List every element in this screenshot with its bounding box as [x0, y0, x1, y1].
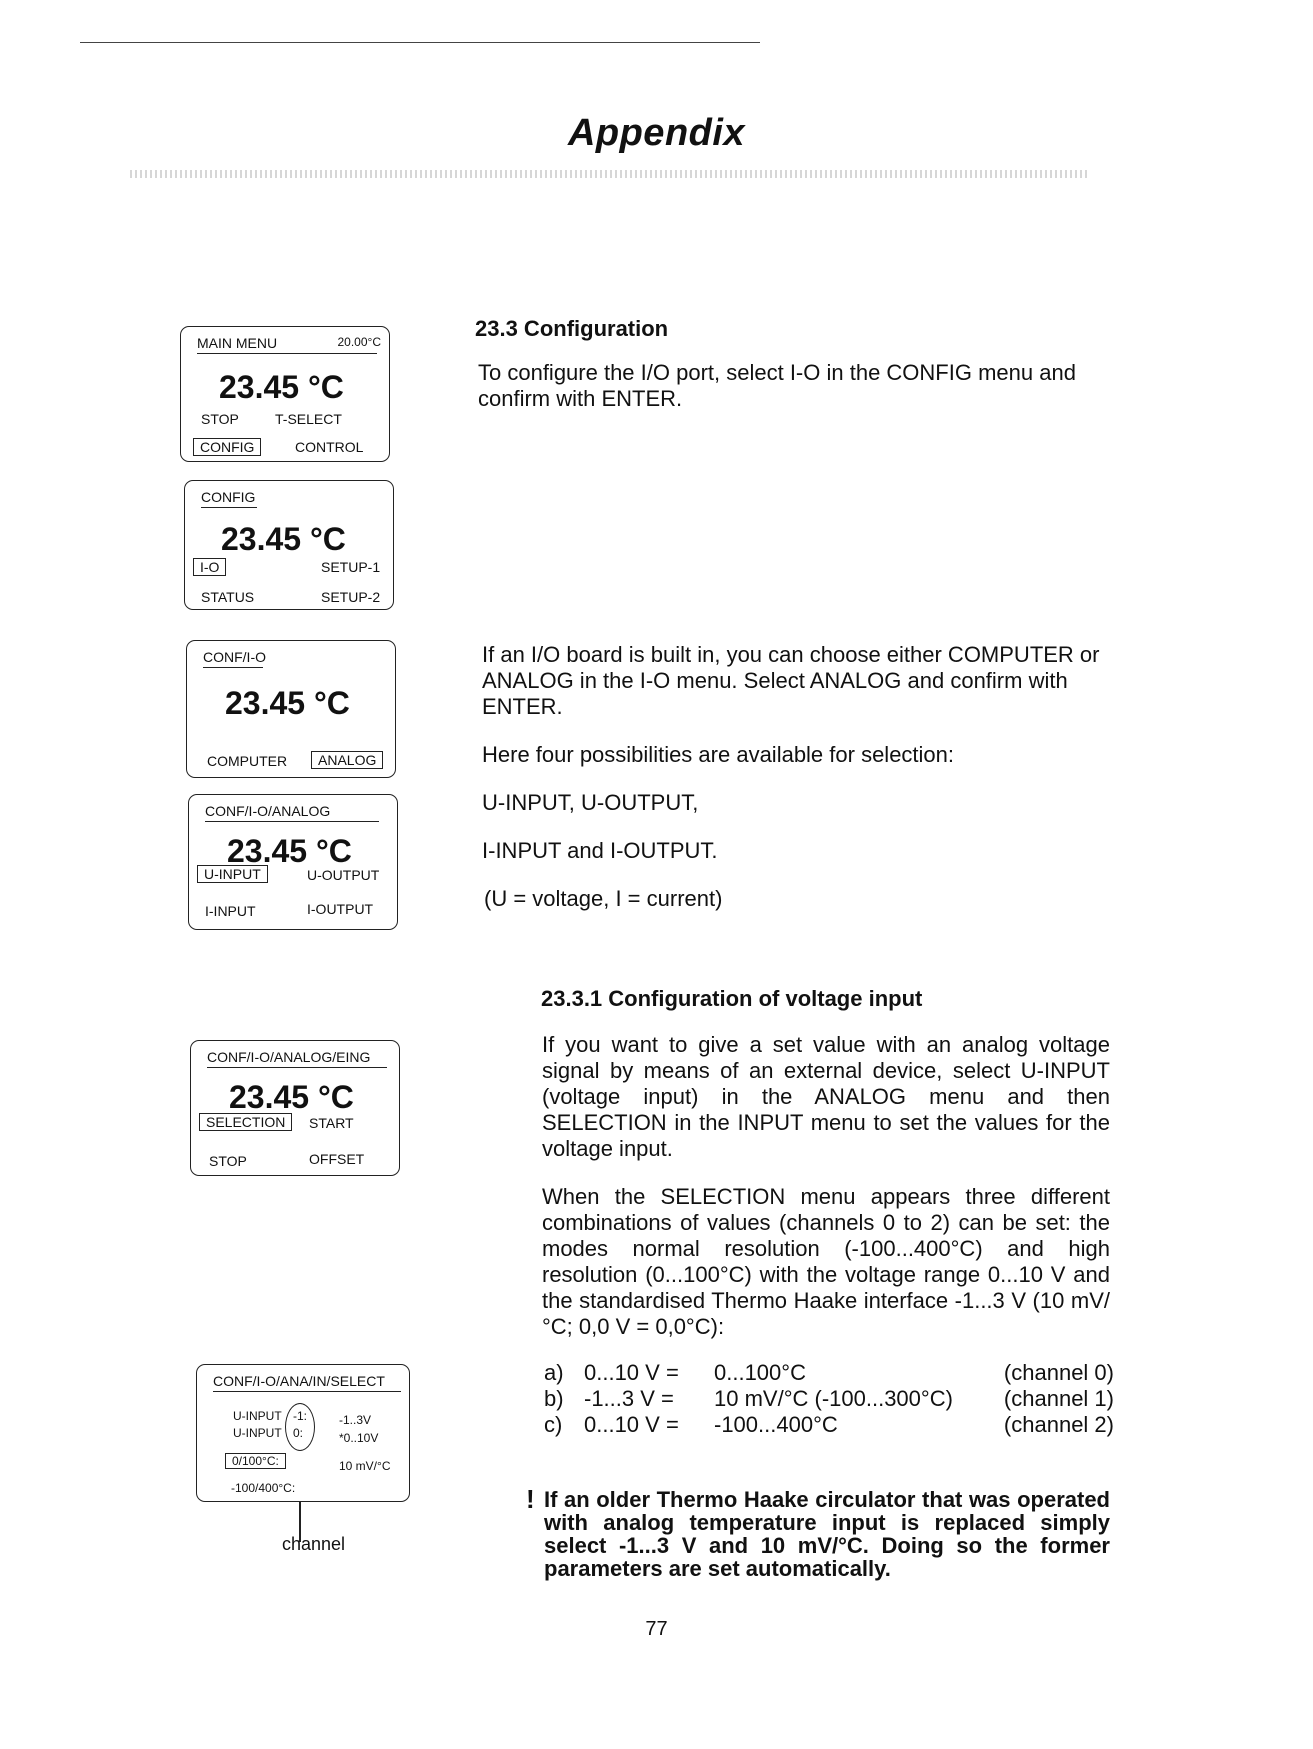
- lcd-option-i-o-selected: I-O: [193, 558, 226, 576]
- row-value: 10 mV/°C (-100...300°C): [714, 1386, 953, 1411]
- lcd-option-setup-1: SETUP-1: [321, 559, 381, 575]
- lcd-row-value-0: *0..10V: [339, 1431, 379, 1445]
- lcd-rule: [205, 821, 379, 822]
- lcd-row-u-input-0: U-INPUT: [233, 1426, 282, 1440]
- page-number: 77: [645, 1618, 668, 1640]
- lcd-row-u-input-1: U-INPUT: [233, 1409, 282, 1423]
- lcd-option-start: START: [309, 1115, 354, 1131]
- section-heading: 23.3 Configuration: [475, 316, 669, 341]
- row-channel: (channel 0): [1003, 1360, 1114, 1385]
- lcd-option-setup-2: SETUP-2: [321, 589, 381, 605]
- title-underline: [130, 170, 1090, 178]
- lcd-temperature: 23.45 °C: [219, 369, 344, 405]
- lcd-conf-select: [196, 1364, 410, 1502]
- row-channel: (channel 1): [1003, 1386, 1114, 1411]
- subsection-paragraph-2: When the SELECTION menu appears three different combinations of values (channels 0 to 2) can be set: the modes normal resolution (-100...400°C) and high resolution (0...100°C) with the voltage range 0...10 V and the standardised Thermo Haake interface -1...3 V (10 mV/°C; 0,0 V = 0,0°C):: [542, 1184, 1110, 1339]
- row-channel: (channel 2): [1003, 1412, 1114, 1437]
- lcd-row-channel-1: -1:: [293, 1409, 308, 1423]
- row-voltage: -1...3 V =: [584, 1386, 674, 1411]
- lcd-option-u-output: U-OUTPUT: [307, 867, 380, 883]
- lcd-main-menu: [180, 326, 390, 462]
- lcd-setpoint: 20.00°C: [337, 335, 381, 349]
- top-rule: [80, 42, 760, 43]
- lcd-conf-analog: [188, 794, 398, 930]
- warning-icon: !: [526, 1484, 535, 1514]
- row-value: -100...400°C: [714, 1412, 838, 1437]
- lcd-header: CONF/I-O/ANALOG: [205, 803, 331, 819]
- warning-note: If an older Thermo Haake circulator that was operated with analog temperature input is replaced simply select -1...3 V and 10 mV/°C. Doing so the former parameters are set automatically.: [544, 1487, 1110, 1581]
- lcd-header: CONF/I-O/ANA/IN/SELECT: [213, 1373, 385, 1389]
- lcd-option-t-select: T-SELECT: [275, 411, 342, 427]
- lcd-option-computer: COMPUTER: [207, 753, 288, 769]
- lcd-row-range-2: -100/400°C:: [231, 1481, 296, 1495]
- lcd-header: CONF/I-O: [203, 649, 266, 665]
- lcd-option-i-input: I-INPUT: [205, 903, 256, 919]
- lcd-row-channel-0: 0:: [293, 1426, 304, 1440]
- table-row: [544, 1386, 1114, 1412]
- lcd-row-resolution: 10 mV/°C: [339, 1459, 391, 1473]
- table-row: [544, 1412, 1114, 1438]
- list-line-2: I-INPUT and I-OUTPUT.: [482, 838, 718, 863]
- lcd-option-status: STATUS: [201, 589, 255, 605]
- lcd-option-stop: STOP: [201, 411, 239, 427]
- lcd-temperature: 23.45 °C: [221, 521, 346, 557]
- lcd-rule: [201, 507, 257, 508]
- page-title: Appendix: [567, 112, 746, 154]
- row-voltage: 0...10 V =: [584, 1360, 679, 1385]
- lcd-conf-analog-eing: [190, 1040, 400, 1176]
- subsection-heading: 23.3.1 Configuration of voltage input: [541, 986, 923, 1011]
- lcd-conf-i-o: [186, 640, 396, 778]
- lcd-temperature: 23.45 °C: [227, 833, 352, 869]
- lcd-rule: [203, 667, 263, 668]
- lcd-option-control: CONTROL: [295, 439, 364, 455]
- channel-highlight-circle: [285, 1403, 315, 1451]
- lcd-option-analog-selected: ANALOG: [311, 751, 383, 769]
- analog-paragraph: If an I/O board is built in, you can choose either COMPUTER or ANALOG in the I-O menu. Select ANALOG and confirm with ENTER.: [482, 642, 1100, 719]
- row-label: a): [544, 1360, 564, 1385]
- channel-caption: channel: [282, 1534, 346, 1554]
- legend-line: (U = voltage, I = current): [484, 886, 723, 911]
- lcd-temperature: 23.45 °C: [225, 685, 350, 721]
- row-value: 0...100°C: [714, 1360, 806, 1385]
- lcd-option-i-output: I-OUTPUT: [307, 901, 374, 917]
- lcd-row-range-selected: 0/100°C:: [225, 1453, 286, 1469]
- lcd-row-value-1: -1..3V: [339, 1413, 372, 1427]
- lcd-header: CONFIG: [201, 489, 256, 505]
- lcd-option-u-input-selected: U-INPUT: [197, 865, 268, 883]
- subsection-paragraph-1: If you want to give a set value with an analog voltage signal by means of an external device, select U-INPUT (voltage input) in the ANALOG menu and then SELECTION in the INPUT menu to set the values for the voltage input.: [542, 1032, 1110, 1161]
- row-voltage: 0...10 V =: [584, 1412, 679, 1437]
- list-line-1: U-INPUT, U-OUTPUT,: [482, 790, 699, 815]
- lcd-rule: [207, 1067, 387, 1068]
- lcd-rule: [213, 1391, 401, 1392]
- lcd-option-offset: OFFSET: [309, 1151, 365, 1167]
- row-label: c): [544, 1412, 563, 1437]
- lcd-header: CONF/I-O/ANALOG/EING: [207, 1049, 371, 1065]
- table-row: [544, 1360, 1114, 1386]
- lcd-option-selection-selected: SELECTION: [199, 1113, 292, 1131]
- section-intro: To configure the I/O port, select I-O in the CONFIG menu and confirm with ENTER.: [478, 360, 1076, 411]
- lcd-temperature: 23.45 °C: [229, 1079, 354, 1115]
- lcd-config: [184, 480, 394, 610]
- possibilities-paragraph: Here four possibilities are available for selection:: [482, 742, 955, 767]
- row-label: b): [544, 1386, 564, 1411]
- lcd-rule: [197, 353, 377, 354]
- lcd-header: MAIN MENU: [197, 335, 278, 351]
- lcd-option-config-selected: CONFIG: [193, 438, 261, 456]
- lcd-option-stop: STOP: [209, 1153, 247, 1169]
